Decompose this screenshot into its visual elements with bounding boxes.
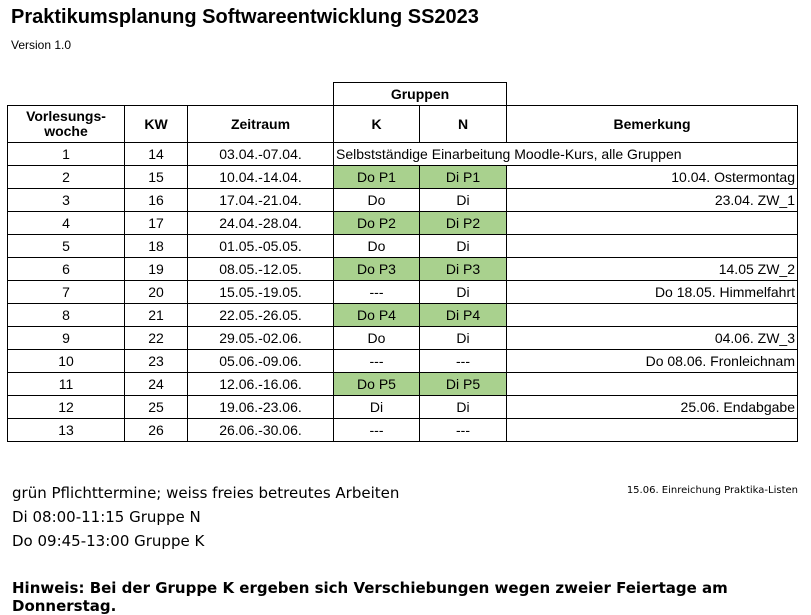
table-row [8, 396, 798, 419]
table-row [8, 419, 798, 442]
cell-remark [507, 304, 798, 327]
table-row [8, 327, 798, 350]
cell-remark: Do 18.05. Himmelfahrt [507, 281, 798, 304]
cell-group-k: --- [334, 281, 420, 304]
version-label: Version 1.0 [11, 38, 72, 52]
cell-week: 13 [8, 419, 125, 442]
cell-group-k: Do P1 [334, 166, 420, 189]
cell-group-n: --- [420, 350, 507, 373]
cell-group-k: --- [334, 350, 420, 373]
group-n-time: Di 08:00-11:15 Gruppe N [12, 508, 201, 526]
cell-kw: 23 [125, 350, 188, 373]
cell-group-k: Di [334, 396, 420, 419]
legend-note: grün Pflichttermine; weiss freies betreutes Arbeiten [12, 484, 400, 502]
cell-period: 19.06.-23.06. [188, 396, 334, 419]
cell-group-k: Do [334, 235, 420, 258]
cell-period: 08.05.-12.05. [188, 258, 334, 281]
cell-kw: 18 [125, 235, 188, 258]
cell-kw: 26 [125, 419, 188, 442]
cell-kw: 14 [125, 143, 188, 166]
cell-group-n: Di P2 [420, 212, 507, 235]
cell-group-k: Do P4 [334, 304, 420, 327]
cell-group-n: Di P1 [420, 166, 507, 189]
cell-remark: 25.06. Endabgabe [507, 396, 798, 419]
cell-week: 3 [8, 189, 125, 212]
col-header-remark: Bemerkung [507, 106, 798, 143]
cell-remark [507, 235, 798, 258]
cell-remark: Selbstständige Einarbeitung Moodle-Kurs, alle Gruppen [334, 143, 798, 166]
group-k-time: Do 09:45-13:00 Gruppe K [12, 532, 205, 550]
cell-kw: 16 [125, 189, 188, 212]
cell-remark [507, 373, 798, 396]
cell-group-k: --- [334, 419, 420, 442]
cell-group-n: Di [420, 235, 507, 258]
cell-period: 12.06.-16.06. [188, 373, 334, 396]
cell-kw: 20 [125, 281, 188, 304]
cell-kw: 21 [125, 304, 188, 327]
cell-group-n: Di [420, 396, 507, 419]
table-row [8, 281, 798, 304]
cell-week: 7 [8, 281, 125, 304]
cell-group-n: Di P5 [420, 373, 507, 396]
cell-kw: 25 [125, 396, 188, 419]
cell-remark: 14.05 ZW_2 [507, 258, 798, 281]
cell-period: 17.04.-21.04. [188, 189, 334, 212]
table-row [8, 350, 798, 373]
cell-remark: 23.04. ZW_1 [507, 189, 798, 212]
cell-week: 9 [8, 327, 125, 350]
deadline-note: 15.06. Einreichung Praktika-Listen [626, 485, 798, 496]
table-row [8, 235, 798, 258]
cell-week: 6 [8, 258, 125, 281]
cell-group-k: Do P3 [334, 258, 420, 281]
table-row [8, 304, 798, 327]
cell-group-n: Di P3 [420, 258, 507, 281]
table-row [8, 212, 798, 235]
cell-period: 05.06.-09.06. [188, 350, 334, 373]
cell-week: 12 [8, 396, 125, 419]
col-header-group-n: N [420, 106, 507, 143]
col-header-kw: KW [125, 106, 188, 143]
cell-period: 29.05.-02.06. [188, 327, 334, 350]
cell-remark [507, 212, 798, 235]
cell-week: 11 [8, 373, 125, 396]
col-header-group-k: K [334, 106, 420, 143]
cell-period: 15.05.-19.05. [188, 281, 334, 304]
schedule-table [7, 82, 798, 442]
cell-period: 01.05.-05.05. [188, 235, 334, 258]
cell-period: 26.06.-30.06. [188, 419, 334, 442]
cell-group-k: Do [334, 327, 420, 350]
cell-period: 22.05.-26.05. [188, 304, 334, 327]
cell-group-n: Di P4 [420, 304, 507, 327]
cell-remark: 10.04. Ostermontag [507, 166, 798, 189]
cell-week: 5 [8, 235, 125, 258]
cell-week: 4 [8, 212, 125, 235]
cell-week: 8 [8, 304, 125, 327]
cell-remark: 04.06. ZW_3 [507, 327, 798, 350]
cell-kw: 22 [125, 327, 188, 350]
cell-kw: 17 [125, 212, 188, 235]
table-row [8, 189, 798, 212]
table-row [8, 143, 798, 166]
cell-group-k: Do P5 [334, 373, 420, 396]
cell-remark [507, 419, 798, 442]
cell-period: 24.04.-28.04. [188, 212, 334, 235]
col-header-week: Vorlesungs-woche [8, 106, 125, 143]
cell-week: 2 [8, 166, 125, 189]
cell-group-n: Di [420, 281, 507, 304]
cell-kw: 24 [125, 373, 188, 396]
cell-week: 1 [8, 143, 125, 166]
cell-group-k: Do P2 [334, 212, 420, 235]
group-header: Gruppen [334, 83, 507, 106]
table-row [8, 258, 798, 281]
table-row [8, 373, 798, 396]
cell-period: 10.04.-14.04. [188, 166, 334, 189]
cell-week: 10 [8, 350, 125, 373]
cell-kw: 19 [125, 258, 188, 281]
cell-kw: 15 [125, 166, 188, 189]
cell-group-n: Di [420, 189, 507, 212]
cell-group-k: Do [334, 189, 420, 212]
cell-group-n: --- [420, 419, 507, 442]
page-title: Praktikumsplanung Softwareentwicklung SS2023 [11, 6, 479, 28]
cell-group-n: Di [420, 327, 507, 350]
hinweis-note: Hinweis: Bei der Gruppe K ergeben sich Verschiebungen wegen zweier Feiertage am Donnerstag. [12, 579, 728, 615]
table-row [8, 166, 798, 189]
cell-period: 03.04.-07.04. [188, 143, 334, 166]
cell-remark: Do 08.06. Fronleichnam [507, 350, 798, 373]
col-header-period: Zeitraum [188, 106, 334, 143]
